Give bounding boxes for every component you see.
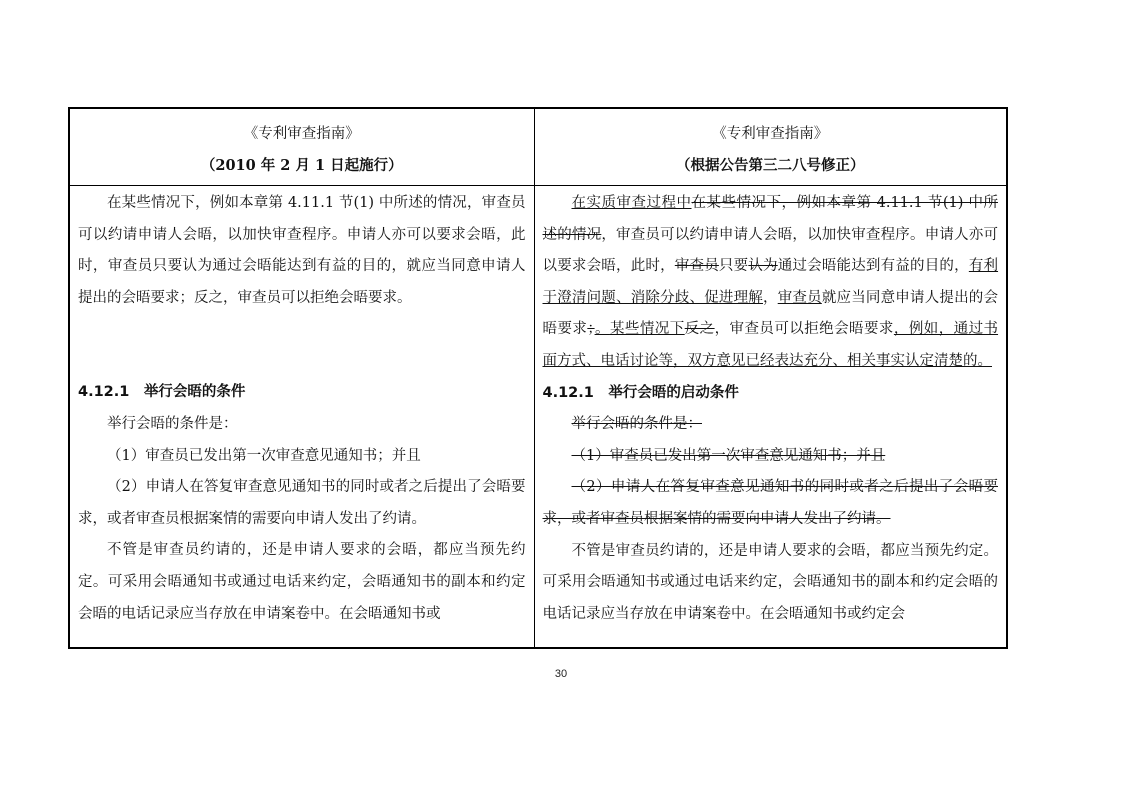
plain-text: 通过会晤能达到有益的目的， [777,258,969,275]
insertion-text: 。 [594,321,610,338]
insertion-text: 审查员 [777,289,822,306]
right-deleted-intro: 举行会晤的条件是： [571,416,702,433]
page-number: 30 [554,668,568,680]
right-header-cell [534,108,1007,186]
left-column-subtitle: （2010 年 2 月 1 日起施行） [200,157,403,174]
plain-text: ， [763,289,778,306]
plain-text: ，审查员可以约请申请人会晤，以加快审查程序。申请人亦可以要求会晤，此时， [542,226,999,275]
plain-text: 只要 [718,258,749,275]
left-paragraph-1: 在某些情况下，例如本章第 4.11.1 节(1) 中所述的情况，审查员可以约请申请人会晤，以加快审查程序。申请人亦可以要求会晤，此时，审查员只要认为通过会晤能达到有益的目的，就应当同意申请人提出的会晤要求；反之，审查员可以拒绝会晤要求。 [78,195,526,306]
spacer [78,314,526,377]
insertion-text: 有利于澄清问题、消除分歧、促进理解 [542,258,999,306]
insertion-text: 在实质审查过程中 [571,195,692,211]
insertion-text: ，例如，通过书面方式、电话讨论等，双方意见已经表达充分、相关事实认定清楚的。 [542,321,999,369]
right-body-cell [534,186,1007,649]
left-body-cell [69,186,534,649]
right-column-title: 《专利审查指南》 [712,126,829,142]
plain-text: ，审查员可以拒绝会晤要求 [714,321,894,338]
table-header-row [69,108,1007,186]
plain-text: 就应当同意申请人提出的会晤要求 [542,289,999,338]
right-paragraph-last: 不管是审查员约请的，还是申请人要求的会晤，都应当预先约定。可采用会晤通知书或通过电话来约定，会晤通知书的副本和约定会晤的电话记录应当存放在申请案卷中。在会晤通知书或约定会 [542,542,998,622]
right-section-heading: 4.12.1 举行会晤的启动条件 [542,384,739,401]
left-header-cell [69,108,534,186]
right-deleted-condition-1: （1）审查员已发出第一次审查意见通知书；并且 [571,447,886,464]
deletion-text: 在某些情况下，例如本章第 4.11.1 节(1) 中所述的情况 [542,195,998,243]
deletion-text: 认为 [748,258,778,275]
left-condition-1: （1）审查员已发出第一次审查意见通知书；并且 [107,447,421,464]
right-deleted-condition-2: （2）申请人在答复审查意见通知书的同时或者之后提出了会晤要求，或者审查员根据案情的需要向申请人发出了约请。 [542,479,998,527]
comparison-table [68,107,1008,649]
deletion-text: 反之 [684,321,715,338]
left-condition-2: （2）申请人在答复审查意见通知书的同时或者之后提出了会晤要求，或者审查员根据案情的需要向申请人发出了约请。 [78,479,526,527]
deletion-text: 审查员 [674,258,719,275]
right-paragraph-1 [543,188,999,378]
left-section-heading: 4.12.1 举行会晤的条件 [78,384,246,401]
right-column-subtitle: （根据公告第三二八号修正） [676,157,865,174]
left-paragraph-last: 不管是审查员约请的，还是申请人要求的会晤，都应当预先约定。可采用会晤通知书或通过电话来约定，会晤通知书的副本和约定会晤的电话记录应当存放在申请案卷中。在会晤通知书或 [78,542,526,622]
left-column-title: 《专利审查指南》 [243,126,360,142]
left-conditions-intro: 举行会晤的条件是： [107,415,238,432]
table-body-row [69,186,1007,649]
insertion-text: 某些情况下 [609,321,685,338]
deletion-text: ； [587,321,595,338]
